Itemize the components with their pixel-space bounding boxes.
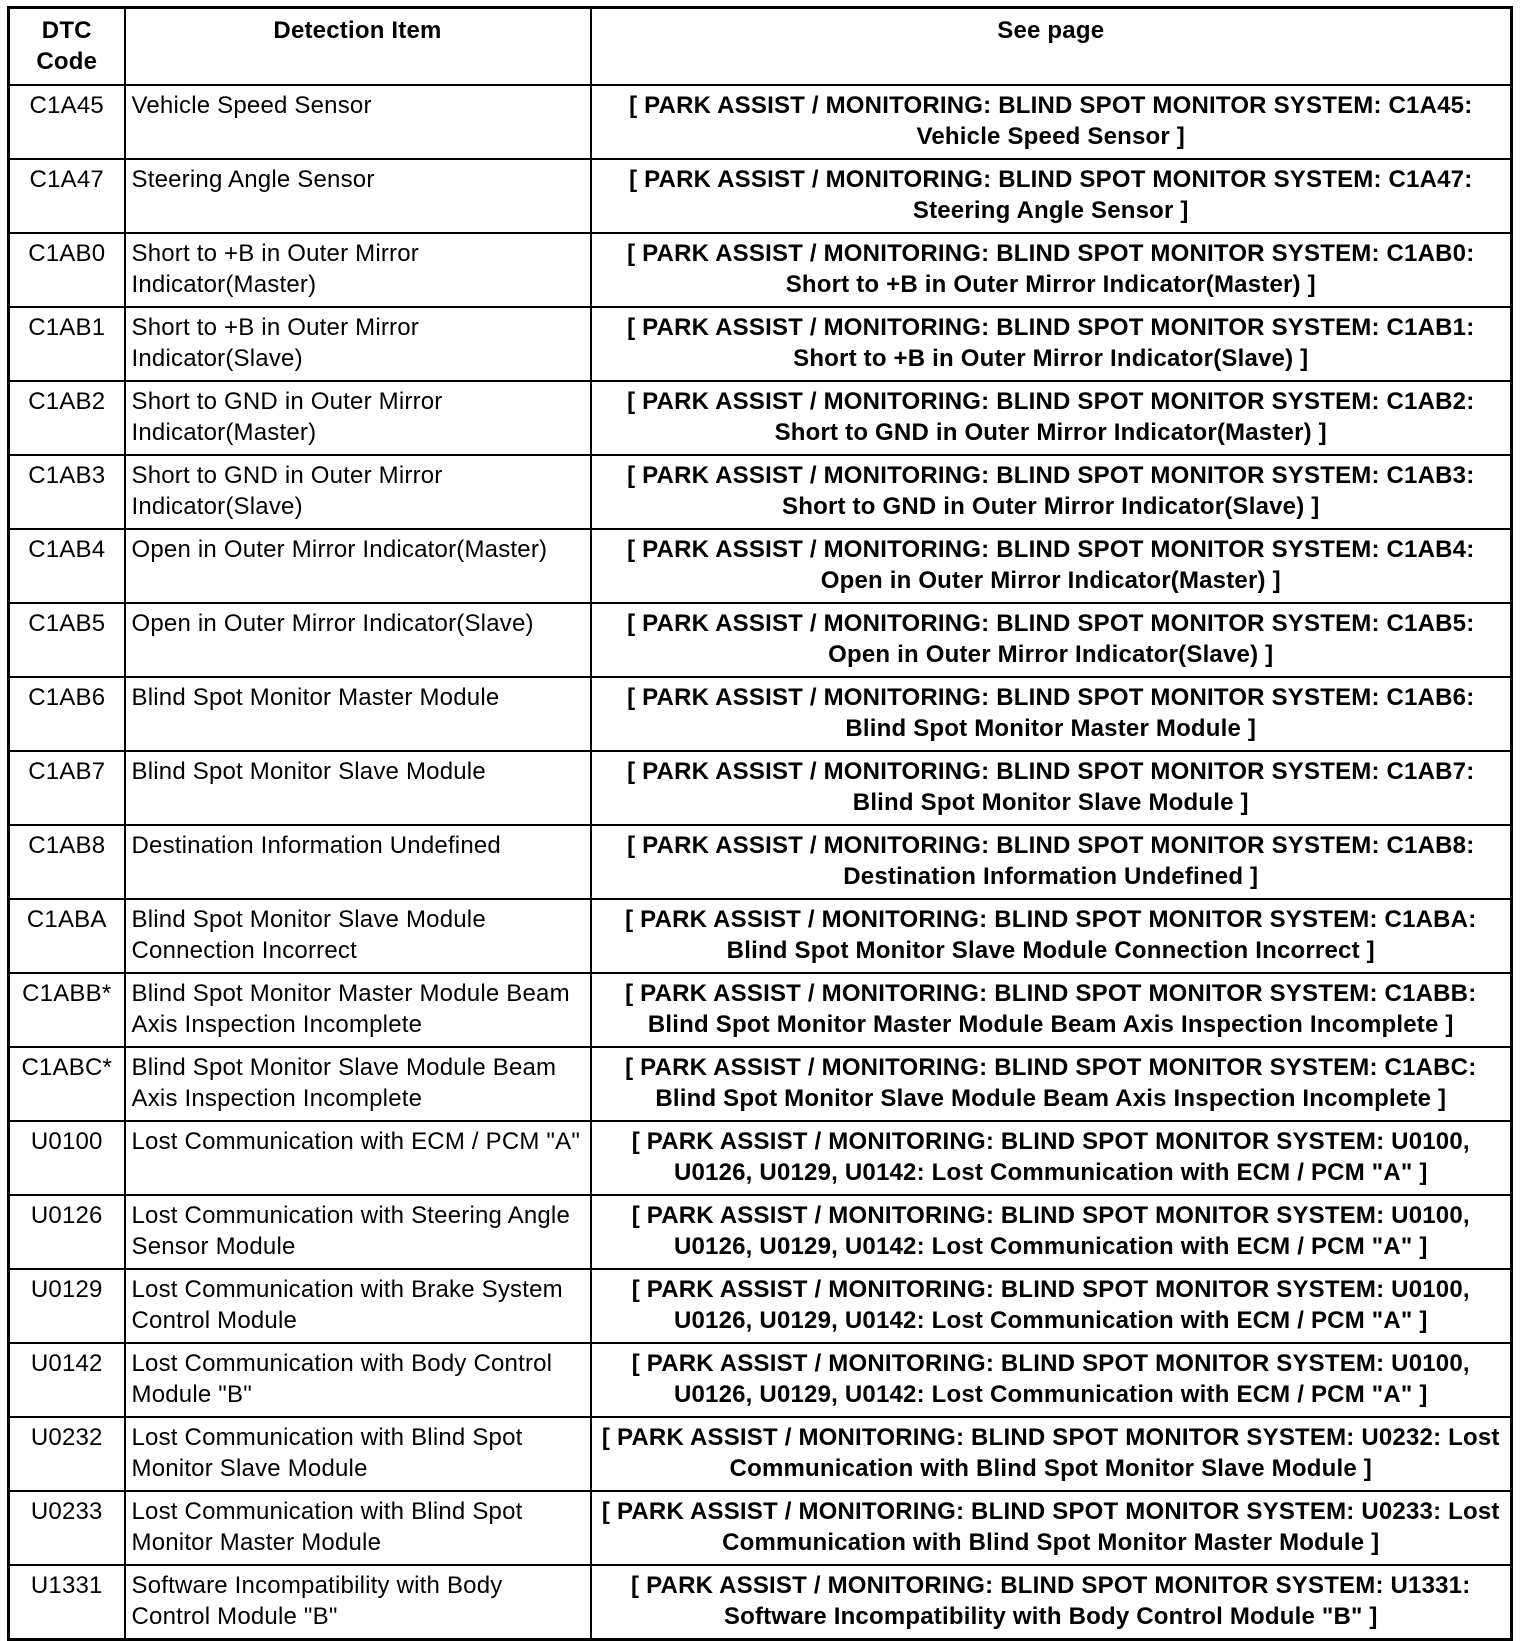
table-row	[9, 603, 1512, 677]
see-page-cell: [ PARK ASSIST / MONITORING: BLIND SPOT MONITOR SYSTEM: C1A47: Steering Angle Sensor ]	[591, 159, 1512, 233]
see-page-cell: [ PARK ASSIST / MONITORING: BLIND SPOT MONITOR SYSTEM: C1ABC: Blind Spot Monitor Slave Module Beam Axis Inspection Incomplete ]	[591, 1047, 1512, 1121]
table-row	[9, 1269, 1512, 1343]
table-row	[9, 1121, 1512, 1195]
table-row	[9, 1565, 1512, 1640]
see-page-cell: [ PARK ASSIST / MONITORING: BLIND SPOT MONITOR SYSTEM: C1A45: Vehicle Speed Sensor ]	[591, 85, 1512, 159]
detection-item-cell: Short to GND in Outer Mirror Indicator(Slave)	[125, 455, 591, 529]
dtc-code-cell: C1ABC*	[9, 1047, 125, 1121]
table-row	[9, 381, 1512, 455]
detection-item-cell: Lost Communication with ECM / PCM "A"	[125, 1121, 591, 1195]
dtc-code-cell: C1AB8	[9, 825, 125, 899]
table-row	[9, 159, 1512, 233]
table-row	[9, 1343, 1512, 1417]
table-row	[9, 677, 1512, 751]
header-row	[9, 8, 1512, 86]
dtc-code-cell: C1AB1	[9, 307, 125, 381]
dtc-code-cell: U0233	[9, 1491, 125, 1565]
detection-item-cell: Blind Spot Monitor Master Module	[125, 677, 591, 751]
dtc-code-cell: C1AB2	[9, 381, 125, 455]
detection-item-cell: Blind Spot Monitor Slave Module Beam Axis Inspection Incomplete	[125, 1047, 591, 1121]
dtc-code-cell: U0142	[9, 1343, 125, 1417]
see-page-cell: [ PARK ASSIST / MONITORING: BLIND SPOT MONITOR SYSTEM: C1AB0: Short to +B in Outer Mirror Indicator(Master) ]	[591, 233, 1512, 307]
table-row	[9, 899, 1512, 973]
detection-item-cell: Open in Outer Mirror Indicator(Master)	[125, 529, 591, 603]
table-row	[9, 825, 1512, 899]
see-page-cell: [ PARK ASSIST / MONITORING: BLIND SPOT MONITOR SYSTEM: U0100, U0126, U0129, U0142: Lost Communication with ECM / PCM "A" ]	[591, 1121, 1512, 1195]
see-page-cell: [ PARK ASSIST / MONITORING: BLIND SPOT MONITOR SYSTEM: C1AB2: Short to GND in Outer Mirror Indicator(Master) ]	[591, 381, 1512, 455]
dtc-code-cell: U0232	[9, 1417, 125, 1491]
see-page-cell: [ PARK ASSIST / MONITORING: BLIND SPOT MONITOR SYSTEM: C1AB7: Blind Spot Monitor Slave Module ]	[591, 751, 1512, 825]
detection-item-cell: Lost Communication with Body Control Module "B"	[125, 1343, 591, 1417]
see-page-cell: [ PARK ASSIST / MONITORING: BLIND SPOT MONITOR SYSTEM: C1ABB: Blind Spot Monitor Master Module Beam Axis Inspection Incomplete ]	[591, 973, 1512, 1047]
see-page-cell: [ PARK ASSIST / MONITORING: BLIND SPOT MONITOR SYSTEM: C1AB8: Destination Information Undefined ]	[591, 825, 1512, 899]
dtc-table	[7, 6, 1513, 1641]
dtc-code-cell: C1AB7	[9, 751, 125, 825]
table-row	[9, 233, 1512, 307]
see-page-cell: [ PARK ASSIST / MONITORING: BLIND SPOT MONITOR SYSTEM: C1AB6: Blind Spot Monitor Master Module ]	[591, 677, 1512, 751]
table-row	[9, 1417, 1512, 1491]
detection-item-cell: Destination Information Undefined	[125, 825, 591, 899]
dtc-code-cell: U0126	[9, 1195, 125, 1269]
detection-item-cell: Short to +B in Outer Mirror Indicator(Master)	[125, 233, 591, 307]
dtc-code-cell: C1AB5	[9, 603, 125, 677]
see-page-cell: [ PARK ASSIST / MONITORING: BLIND SPOT MONITOR SYSTEM: C1AB1: Short to +B in Outer Mirror Indicator(Slave) ]	[591, 307, 1512, 381]
detection-item-cell: Lost Communication with Blind Spot Monitor Slave Module	[125, 1417, 591, 1491]
see-page-cell: [ PARK ASSIST / MONITORING: BLIND SPOT MONITOR SYSTEM: C1ABA: Blind Spot Monitor Slave Module Connection Incorrect ]	[591, 899, 1512, 973]
dtc-code-cell: U0100	[9, 1121, 125, 1195]
dtc-code-cell: C1AB3	[9, 455, 125, 529]
see-page-cell: [ PARK ASSIST / MONITORING: BLIND SPOT MONITOR SYSTEM: C1AB4: Open in Outer Mirror Indicator(Master) ]	[591, 529, 1512, 603]
table-row	[9, 455, 1512, 529]
detection-item-cell: Blind Spot Monitor Slave Module	[125, 751, 591, 825]
table-row	[9, 307, 1512, 381]
table-row	[9, 1491, 1512, 1565]
detection-item-cell: Blind Spot Monitor Master Module Beam Axis Inspection Incomplete	[125, 973, 591, 1047]
table-row	[9, 1047, 1512, 1121]
see-page-cell: [ PARK ASSIST / MONITORING: BLIND SPOT MONITOR SYSTEM: U0233: Lost Communication with Blind Spot Monitor Master Module ]	[591, 1491, 1512, 1565]
see-page-cell: [ PARK ASSIST / MONITORING: BLIND SPOT MONITOR SYSTEM: U1331: Software Incompatibility with Body Control Module "B" ]	[591, 1565, 1512, 1640]
dtc-code-cell: C1AB0	[9, 233, 125, 307]
dtc-code-cell: U0129	[9, 1269, 125, 1343]
detection-item-cell: Open in Outer Mirror Indicator(Slave)	[125, 603, 591, 677]
detection-item-cell: Short to +B in Outer Mirror Indicator(Slave)	[125, 307, 591, 381]
table-row	[9, 1195, 1512, 1269]
see-page-cell: [ PARK ASSIST / MONITORING: BLIND SPOT MONITOR SYSTEM: C1AB5: Open in Outer Mirror Indicator(Slave) ]	[591, 603, 1512, 677]
dtc-code-cell: C1ABA	[9, 899, 125, 973]
table-row	[9, 751, 1512, 825]
see-page-cell: [ PARK ASSIST / MONITORING: BLIND SPOT MONITOR SYSTEM: U0232: Lost Communication with Blind Spot Monitor Slave Module ]	[591, 1417, 1512, 1491]
detection-item-cell: Lost Communication with Steering Angle Sensor Module	[125, 1195, 591, 1269]
detection-item-cell: Lost Communication with Brake System Control Module	[125, 1269, 591, 1343]
detection-item-cell: Steering Angle Sensor	[125, 159, 591, 233]
see-page-cell: [ PARK ASSIST / MONITORING: BLIND SPOT MONITOR SYSTEM: U0100, U0126, U0129, U0142: Lost Communication with ECM / PCM "A" ]	[591, 1343, 1512, 1417]
dtc-code-cell: U1331	[9, 1565, 125, 1640]
header-see-page: See page	[591, 8, 1512, 86]
dtc-code-cell: C1A47	[9, 159, 125, 233]
table-row	[9, 973, 1512, 1047]
detection-item-cell: Blind Spot Monitor Slave Module Connection Incorrect	[125, 899, 591, 973]
detection-item-cell: Short to GND in Outer Mirror Indicator(Master)	[125, 381, 591, 455]
detection-item-cell: Vehicle Speed Sensor	[125, 85, 591, 159]
dtc-code-cell: C1AB4	[9, 529, 125, 603]
dtc-code-cell: C1ABB*	[9, 973, 125, 1047]
detection-item-cell: Lost Communication with Blind Spot Monitor Master Module	[125, 1491, 591, 1565]
header-detection-item: Detection Item	[125, 8, 591, 86]
see-page-cell: [ PARK ASSIST / MONITORING: BLIND SPOT MONITOR SYSTEM: C1AB3: Short to GND in Outer Mirror Indicator(Slave) ]	[591, 455, 1512, 529]
table-row	[9, 85, 1512, 159]
table-row	[9, 529, 1512, 603]
dtc-code-cell: C1A45	[9, 85, 125, 159]
dtc-code-cell: C1AB6	[9, 677, 125, 751]
see-page-cell: [ PARK ASSIST / MONITORING: BLIND SPOT MONITOR SYSTEM: U0100, U0126, U0129, U0142: Lost Communication with ECM / PCM "A" ]	[591, 1195, 1512, 1269]
header-dtc-code: DTC Code	[9, 8, 125, 86]
see-page-cell: [ PARK ASSIST / MONITORING: BLIND SPOT MONITOR SYSTEM: U0100, U0126, U0129, U0142: Lost Communication with ECM / PCM "A" ]	[591, 1269, 1512, 1343]
detection-item-cell: Software Incompatibility with Body Control Module "B"	[125, 1565, 591, 1640]
